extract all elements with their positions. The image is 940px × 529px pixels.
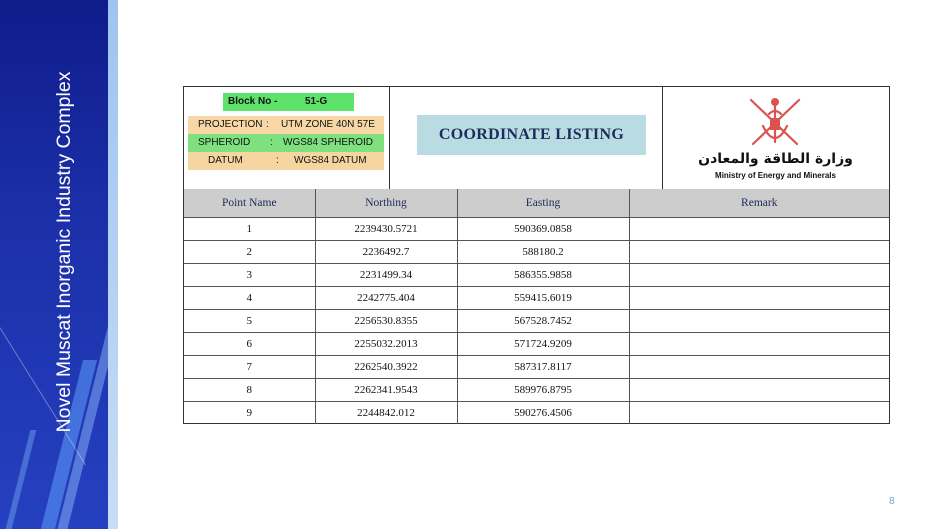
slide-side-title: Novel Muscat Inorganic Industry Complex xyxy=(53,71,75,433)
datum-chip xyxy=(188,152,384,170)
cell-northing: 2262341.9543 xyxy=(315,379,457,402)
cell-point-name: 2 xyxy=(184,241,315,264)
cell-point-name: 5 xyxy=(184,310,315,333)
document-header xyxy=(184,87,889,190)
cell-point-name: 7 xyxy=(184,356,315,379)
table-row xyxy=(184,356,889,379)
block-number-chip xyxy=(223,93,354,111)
column-header-point-name: Point Name xyxy=(184,189,315,218)
cell-northing: 2244842.012 xyxy=(315,402,457,425)
cell-remark xyxy=(629,287,889,310)
column-header-easting: Easting xyxy=(457,189,629,218)
spheroid-label: SPHEROID xyxy=(198,137,251,148)
block-info-panel xyxy=(184,87,390,189)
datum-value: WGS84 DATUM xyxy=(294,155,367,166)
cell-remark xyxy=(629,310,889,333)
cell-remark xyxy=(629,264,889,287)
oman-emblem-icon xyxy=(739,92,811,150)
table-row xyxy=(184,310,889,333)
cell-northing: 2262540.3922 xyxy=(315,356,457,379)
cell-easting: 559415.6019 xyxy=(457,287,629,310)
cell-remark xyxy=(629,218,889,241)
cell-remark xyxy=(629,379,889,402)
coordinate-listing-document xyxy=(183,86,890,424)
table-row xyxy=(184,218,889,241)
cell-easting: 586355.9858 xyxy=(457,264,629,287)
cell-easting: 589976.8795 xyxy=(457,379,629,402)
cell-northing: 2239430.5721 xyxy=(315,218,457,241)
sidebar-edge-strip xyxy=(108,0,118,529)
cell-northing: 2236492.7 xyxy=(315,241,457,264)
cell-easting: 567528.7452 xyxy=(457,310,629,333)
table-row xyxy=(184,402,889,425)
cell-remark xyxy=(629,333,889,356)
projection-chip xyxy=(188,116,384,134)
ministry-logo-panel xyxy=(662,87,889,189)
decorative-streak xyxy=(6,430,37,529)
column-header-northing: Northing xyxy=(315,189,457,218)
cell-point-name: 8 xyxy=(184,379,315,402)
page-number: 8 xyxy=(889,496,895,507)
cell-point-name: 3 xyxy=(184,264,315,287)
datum-separator: : xyxy=(276,155,279,166)
cell-easting: 571724.9209 xyxy=(457,333,629,356)
cell-northing: 2231499.34 xyxy=(315,264,457,287)
table-row xyxy=(184,333,889,356)
ministry-arabic-name: وزارة الطاقة والمعادن xyxy=(698,151,853,167)
projection-separator: : xyxy=(266,119,269,130)
datum-label: DATUM xyxy=(208,155,243,166)
document-title: COORDINATE LISTING xyxy=(417,115,646,155)
coordinate-table xyxy=(184,189,889,424)
projection-label: PROJECTION xyxy=(198,119,263,130)
cell-easting: 587317.8117 xyxy=(457,356,629,379)
table-row xyxy=(184,241,889,264)
cell-remark xyxy=(629,356,889,379)
block-value: 51-G xyxy=(305,96,328,107)
cell-easting: 590276.4506 xyxy=(457,402,629,425)
table-row xyxy=(184,287,889,310)
cell-remark xyxy=(629,402,889,425)
table-row xyxy=(184,379,889,402)
spheroid-chip xyxy=(188,134,384,152)
cell-easting: 590369.0858 xyxy=(457,218,629,241)
cell-easting: 588180.2 xyxy=(457,241,629,264)
column-header-remark: Remark xyxy=(629,189,889,218)
cell-point-name: 9 xyxy=(184,402,315,425)
title-panel xyxy=(389,87,663,189)
ministry-english-name: Ministry of Energy and Minerals xyxy=(715,171,836,180)
cell-northing: 2255032.2013 xyxy=(315,333,457,356)
cell-remark xyxy=(629,241,889,264)
cell-northing: 2256530.8355 xyxy=(315,310,457,333)
table-header-row xyxy=(184,189,889,218)
spheroid-value: WGS84 SPHEROID xyxy=(283,137,374,148)
spheroid-separator: : xyxy=(270,137,273,148)
cell-point-name: 4 xyxy=(184,287,315,310)
cell-northing: 2242775.404 xyxy=(315,287,457,310)
table-row xyxy=(184,264,889,287)
cell-point-name: 6 xyxy=(184,333,315,356)
cell-point-name: 1 xyxy=(184,218,315,241)
projection-value: UTM ZONE 40N 57E xyxy=(281,119,375,130)
block-label: Block No - xyxy=(228,96,278,107)
